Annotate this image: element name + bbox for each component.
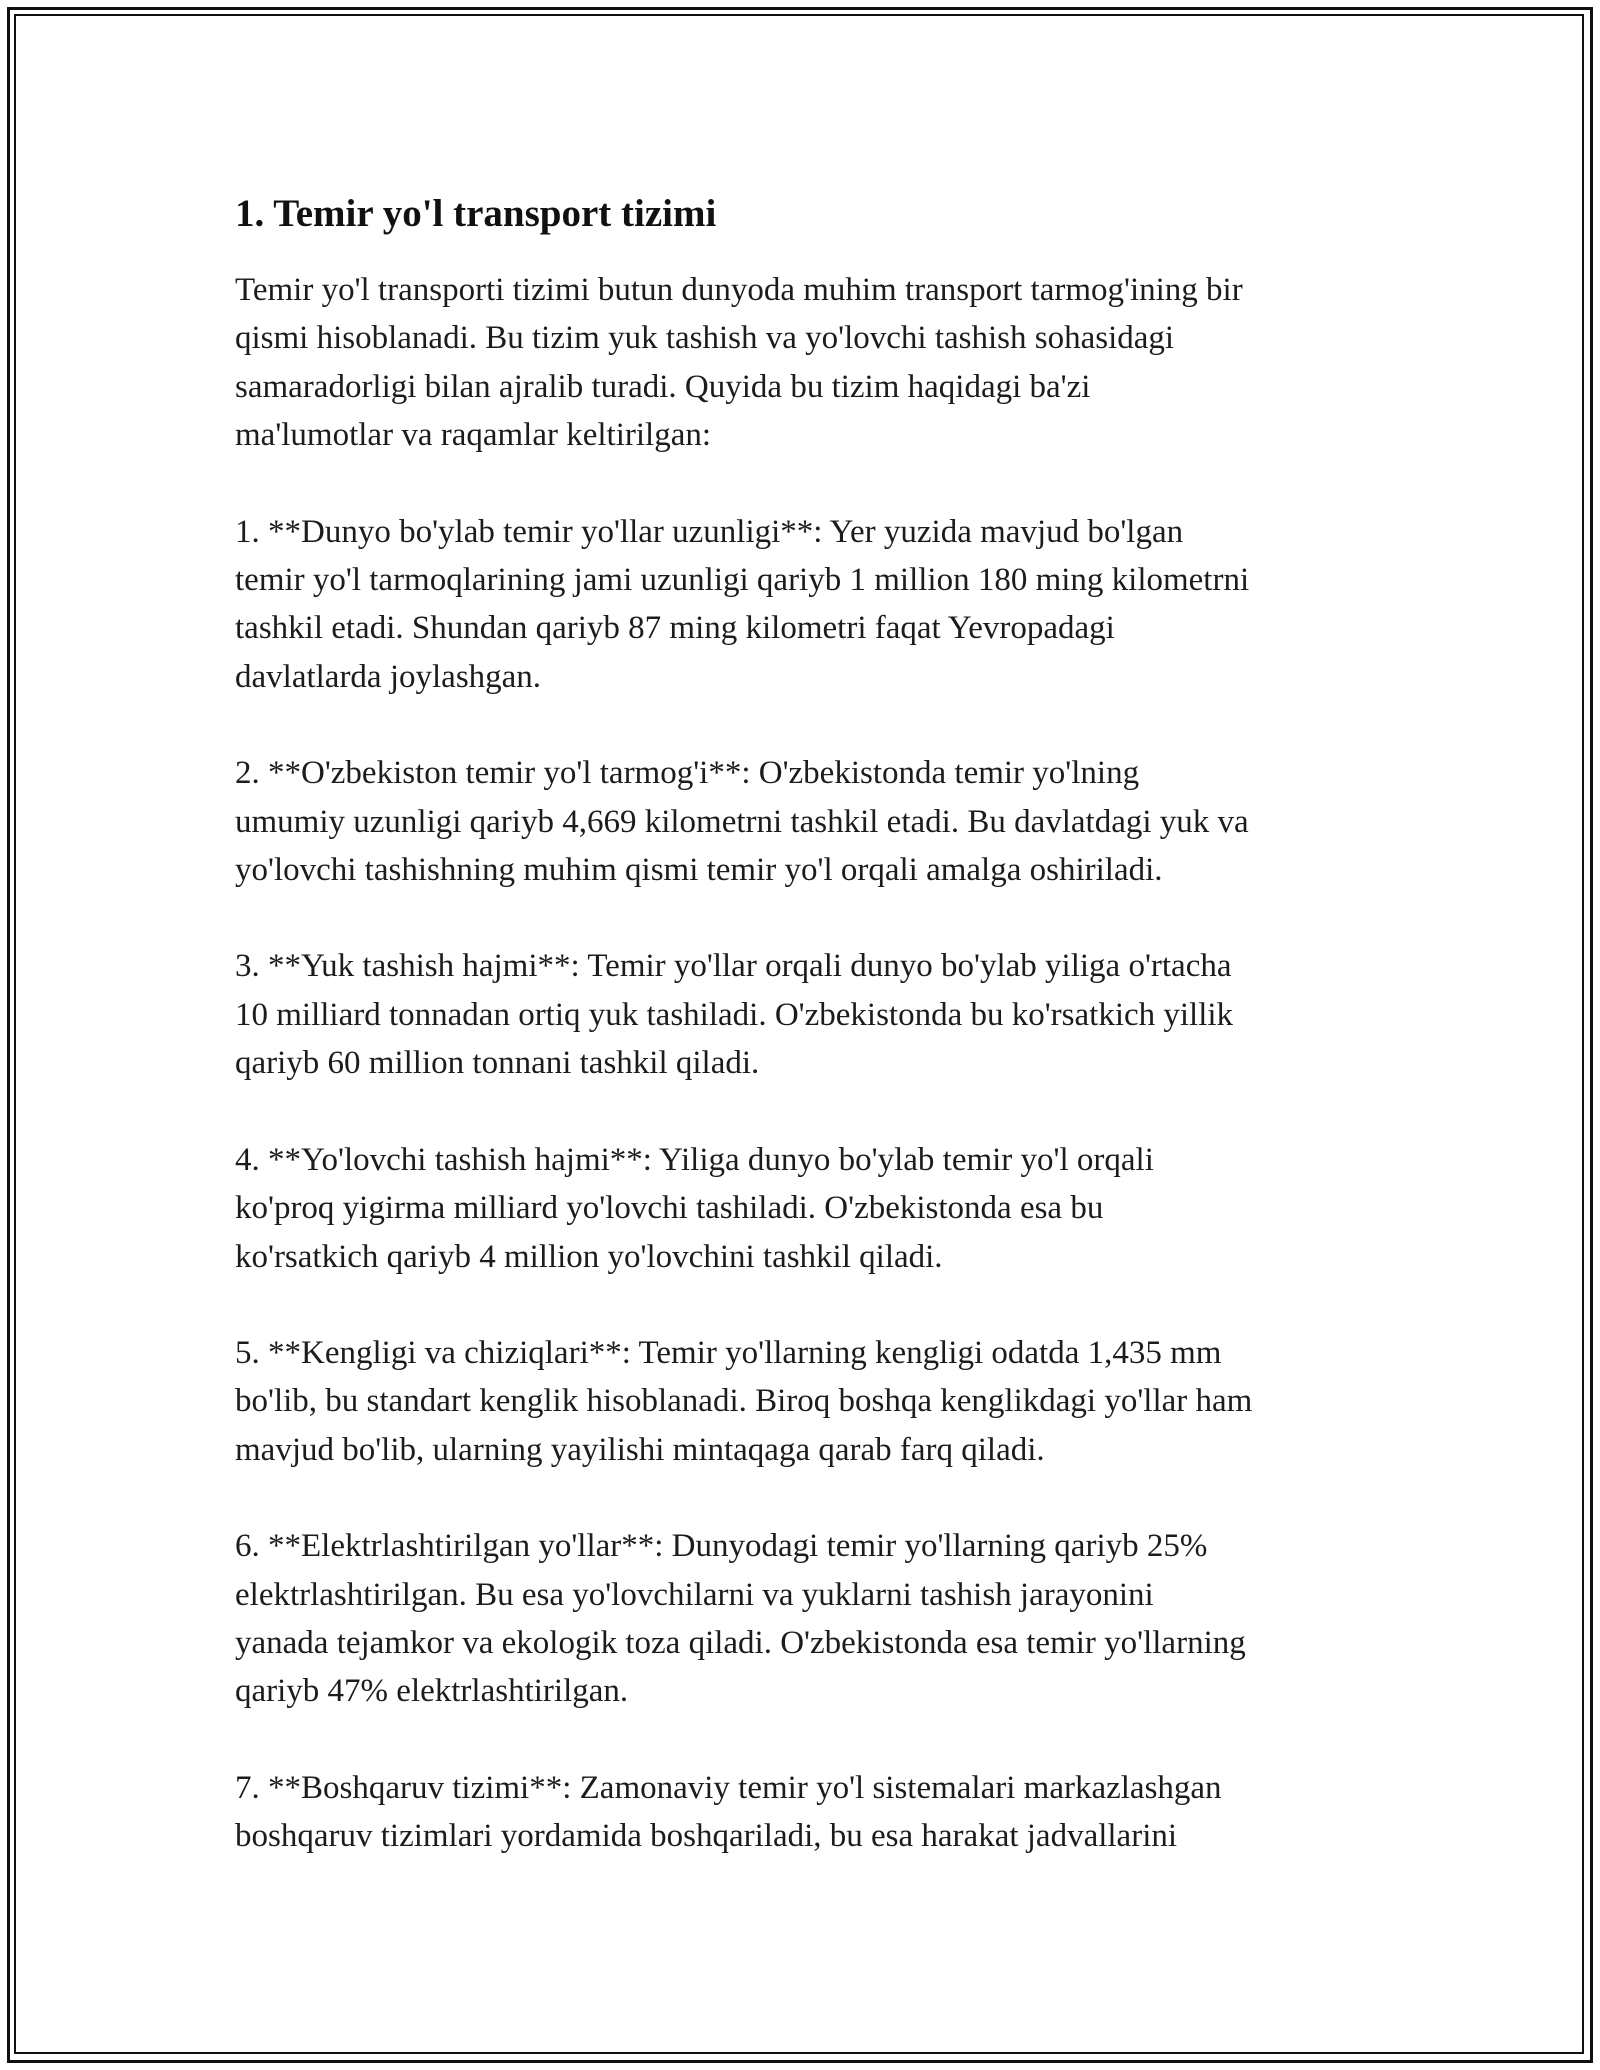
list-item-control-system: 7. **Boshqaruv tizimi**: Zamonaviy temir yo'l sistemalari markazlashgan boshqaruv tizimlari yordamida boshqariladi, bu esa harakat jadvallarini: [235, 1769, 1222, 1855]
list-item-uzbekistan-network: 2. **O'zbekiston temir yo'l tarmog'i**: O'zbekistonda temir yo'lning umumiy uzunligi qariyb 4,669 kilometrni tashkil etadi. Bu davlatdagi yuk va yo'lovchi tashishning muhim qismi temir yo'l orqali amalga oshiriladi.: [235, 755, 1249, 889]
list-item-gauge-width: 5. **Kengligi va chiziqlari**: Temir yo'llarning kengligi odatda 1,435 mm bo'lib, bu standart kenglik hisoblanadi. Biroq boshqa kenglikdagi yo'llar ham mavjud bo'lib, ularning yayilishi mintaqaga qarab farq qiladi.: [235, 1334, 1253, 1468]
document-title: 1. Temir yo'l transport tizimi: [235, 192, 717, 235]
list-item-passenger-volume: 4. **Yo'lovchi tashish hajmi**: Yiliga dunyo bo'ylab temir yo'l orqali ko'proq yigirma milliard yo'lovchi tashiladi. O'zbekistonda esa bu ko'rsatkich qariyb 4 million yo'lovchini tashkil qiladi.: [235, 1141, 1154, 1275]
list-item-electrified-lines: 6. **Elektrlashtirilgan yo'llar**: Dunyodagi temir yo'llarning qariyb 25% elektrlashtirilgan. Bu esa yo'lovchilarni va yuklarni tashish jarayonini yanada tejamkor va ekologik toza qiladi. O'zbekistonda esa temir yo'llarning qariyb 47% elektrlashtirilgan.: [235, 1528, 1246, 1710]
list-item-freight-volume: 3. **Yuk tashish hajmi**: Temir yo'llar orqali dunyo bo'ylab yiliga o'rtacha 10 milliard tonnadan ortiq yuk tashiladi. O'zbekistonda bu ko'rsatkich yillik qariyb 60 million tonnani tashkil qiladi.: [235, 948, 1234, 1082]
document-body: [235, 186, 1385, 1909]
list-item-railway-length: 1. **Dunyo bo'ylab temir yo'llar uzunligi**: Yer yuzida mavjud bo'lgan temir yo'l tarmoqlarining jami uzunligi qariyb 1 million 180 ming kilometrni tashkil etadi. Shundan qariyb 87 ming kilometri faqat Yevropadagi davlatlarda joylashgan.: [235, 513, 1250, 695]
intro-paragraph: Temir yo'l transporti tizimi butun dunyoda muhim transport tarmog'ining bir qismi hisoblanadi. Bu tizim yuk tashish va yo'lovchi tashish sohasidagi samaradorligi bilan ajralib turadi. Quyida bu tizim haqidagi ba'zi ma'lumotlar va raqamlar keltirilgan:: [235, 272, 1243, 454]
